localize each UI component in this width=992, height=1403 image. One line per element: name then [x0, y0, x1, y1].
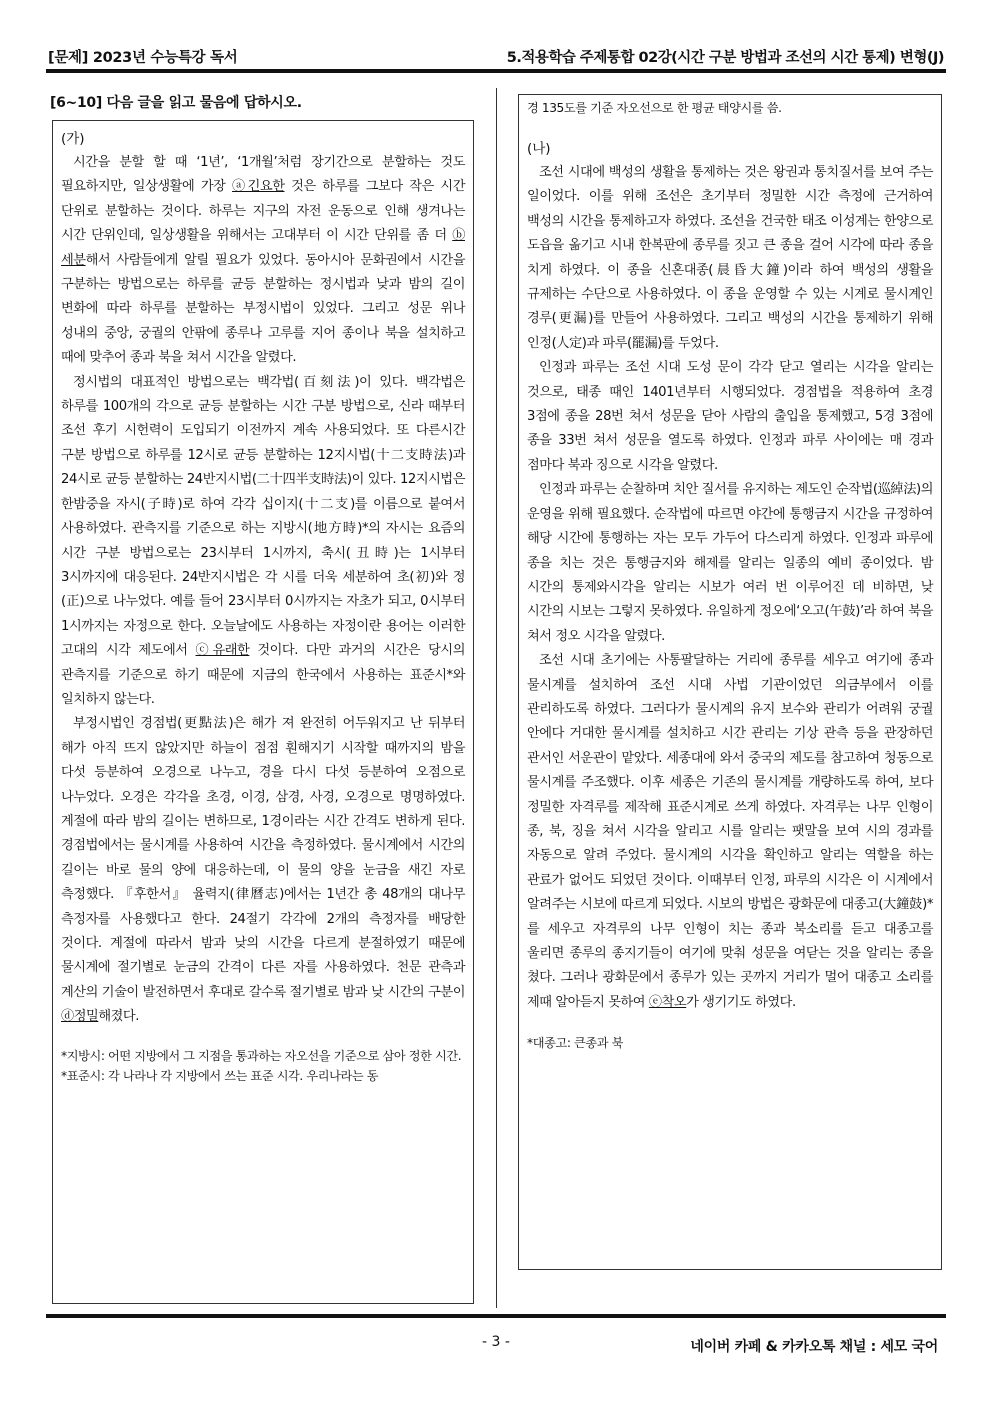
- footer-rule: [46, 1314, 946, 1318]
- question-heading: [6~10] 다음 글을 읽고 물음에 답하시오.: [50, 95, 302, 111]
- footnote-standard-time: *표준시: 각 나라나 각 지방에서 쓰는 표준 시각. 우리나라는 동: [61, 1068, 379, 1083]
- passage-ga-paragraph-3: [61, 712, 465, 1029]
- passage-ga-box: [52, 120, 474, 1304]
- text-segment: 시간을 분할 할 때 ‘1년’, ‘1개월’처럼 장기간으로 분할하는 것도 필요하지만, 일상생활에 가장: [61, 155, 465, 195]
- text-segment: 부정시법인 경점법(更點法)은 해가 져 완전히 어두워지고 난 뒤부터 해가 아직 뜨지 않았지만 하늘이 점점 훤해지기 시작할 때까지의 밤을 다섯 등분하여 오경으로 나누고, 경을 다시 다섯 등분하여 오점으로 나누었다. 오경은 각각을 초경, 이경, 삼경, 사경, 오경으로 명명하였다. 계절에 따라 밤의 길이는 변하므로, 1경이라는 시간 간격도 변하게 된다. 경점법에서는 물시계를 사용하여 시간을 측정하였다. 물시계에서 시간의 길이는 바로 물의 양에 대응하는데, 이 물의 양을 눈금을 새긴 자로 측정했다. 『후한서』 율력지(律曆志)에서는 1년간 총 48개의 대나무 측정자를 사용했다고 한다. 24절기 각각에 2개의 측정자를 배당한 것이다. 계절에 따라서 밤과 낮의 시간을 다르게 분절하였기 때문에 물시계에 절기별로 눈금의 간격이 다른 자를 사용하였다. 천문 관측과 계산의 기술이 발전하면서 후대로 갈수록 절기별로 밤과 낮 시간의 구분이: [61, 716, 465, 1000]
- footnote-daejonggo: *대종고: 큰종과 북: [527, 1036, 623, 1051]
- text-segment: 것은 하루를 그보다 작은 시간 단위로 분할하는 것이다. 하루는 지구의 자전 운동으로 인해 생겨나는 시간 단위인데, 일상생활을 위해서는 고대부터 이 시간 단위를 좀 더: [61, 179, 465, 244]
- passage-label-ga: (가): [61, 131, 85, 147]
- passage-ga-paragraph-2: [61, 371, 465, 713]
- text-segment: 해서 사람들에게 알릴 필요가 있었다. 동아시아 문화권에서 시간을 구분하는 방법으로는 하루를 균등 분할하는 정시법과 낮과 밤의 길이 변화에 따라 하루를 분할하는 부정시법이 있었다. 그리고 성문 위나 성내의 중앙, 궁궐의 안팎에 종루나 고루를 지어 종이나 북을 설치하고 때에 맞추어 종과 북을 쳐서 시간을 알렸다.: [61, 252, 465, 366]
- passage-na-paragraph-3: 인정과 파루는 순찰하며 치안 질서를 유지하는 제도인 순작법(巡綽法)의 운영을 위해 필요했다. 순작법에 따르면 야간에 통행금지 시간을 규정하여 해당 시간에 통행하는 자는 모두 가두어 다스리게 하였다. 인정과 파루에 종을 치는 것은 통행금지와 해제를 알리는 일종의 예비 종이었다. 밤 시간의 통제와시각을 알리는 시보가 여러 번 이루어진 데 비하면, 낮 시간의 시보는 그렇지 못하였다. 유일하게 정오에‘오고(午鼓)’라 하여 북을 쳐서 정오 시각을 알렸다.: [527, 482, 933, 644]
- text-segment: 정시법의 대표적인 방법으로는 백각법(百刻法)이 있다. 백각법은 하루를 100개의 각으로 균등 분할하는 시간 구분 방법으로, 신라 때부터 조선 후기 시헌력이 도입되기 이전까지 계속 사용되었다. 또 다른시간 구분 방법으로 하루를 12시로 균등 분할하는 12지시법(十二支時法)과 24시로 균등 분할하는 24반지시법(二十四半支時法)이 있다. 12지시법은 한밤중을 자시(子時)로 하여 각각 십이지(十二支)를 이름으로 붙여서 사용하였다. 관측지를 기준으로 하는 지방시(地方時)*의 자시는 요즘의 시간 구분 방법으로는 23시부터 1시까지, 축시(丑時)는 1시부터 3시까지에 대응된다. 24반지시법은 각 시를 더욱 세분하여 초(初)와 정(正)으로 나누었다. 예를 들어 23시부터 0시까지는 자초가 되고, 0시부터 1시까지는 자정으로 한다. 오늘날에도 사용하는 자정이란 용어는 이러한 고대의 시각 제도에서: [61, 374, 465, 659]
- column-divider: [496, 88, 497, 1308]
- text-segment: 가 생기기도 하였다.: [686, 994, 796, 1010]
- passage-na-box: [518, 94, 942, 1270]
- text-segment: 조선 시대 초기에는 사통팔달하는 거리에 종루를 세우고 여기에 종과 물시계를 설치하여 조선 시대 사법 기관이었던 의금부에서 이를 관리하도록 하였다. 그러다가 물시계의 유지 보수와 관리가 어려워 궁궐 안에다 거대한 물시계를 설치하고 시간 관리는 기상 관측 등을 관장하던 관서인 서운관이 맡았다. 세종대에 와서 중국의 제도를 참고하여 청동으로 물시계를 주조했다. 이후 세종은 기존의 물시계를 개량하도록 하여, 보다 정밀한 자격루를 제작해 표준시계로 쓰게 하였다. 자격루는 나무 인형이 종, 북, 징을 쳐서 시각을 알리고 시를 알리는 팻말을 보여 시의 경과를 자동으로 알려 주었다. 물시계의 시각을 확인하고 알리는 역할을 하는 관료가 없어도 되었던 것이다. 이때부터 인정, 파루의 시각은 이 시계에서 알려주는 시보에 따르게 되었다. 시보의 방법은 광화문에 대종고(大鐘鼓)*를 세우고 자격루의 나무 인형이 치는 종과 북소리를 듣고 대종고를 울리면 종루의 종지기들이 여기에 맞춰 성문을 여닫는 것을 알리는 종을 쳤다. 그러나 광화문에서 종루가 있는 곳까지 거리가 멀어 대종고 소리를 제때 알아듣지 못하여: [527, 653, 933, 1010]
- passage-na-paragraph-1: 조선 시대에 백성의 생활을 통제하는 것은 왕권과 통치질서를 보여 주는 일이었다. 이를 위해 조선은 초기부터 정밀한 시간 측정에 근거하여 백성의 시간을 통제하고자 하였다. 조선을 건국한 태조 이성계는 한양으로 도읍을 옮기고 시내 한복판에 종루를 짓고 큰 종을 걸어 시각에 따라 종을 치게 하였다. 이 종을 신혼대종(晨昏大鐘)이라 하여 백성의 생활을 규제하는 수단으로 사용하였다. 이 종을 운영할 수 있는 시계로 물시계인 경루(更漏)를 만들어 사용하였다. 그리고 백성의 시간을 통제하기 위해 인정(人定)과 파루(罷漏)를 두었다.: [527, 165, 933, 351]
- underlined-word-b: ⓑ세분: [61, 228, 465, 268]
- footer-brand: 네이버 카페 & 카카오톡 채널 : 세모 국어: [690, 1339, 938, 1355]
- underlined-word-a: ⓐ긴요한: [232, 179, 285, 195]
- passage-ga-paragraph-1: [61, 151, 465, 371]
- page-number: - 3 -: [482, 1334, 510, 1350]
- header-title-left: [문제] 2023년 수능특강 독서: [48, 50, 238, 66]
- footnote-continuation: 경 135도를 기준 자오선으로 한 평균 태양시를 씀.: [527, 101, 782, 115]
- header-rule: [46, 69, 946, 73]
- passage-na-paragraph-2: 인정과 파루는 조선 시대 도성 문이 각각 닫고 열리는 시각을 알리는 것으로, 태종 때인 1401년부터 시행되었다. 경점법을 적용하여 초경 3점에 종을 28번 쳐서 성문을 닫아 사람의 출입을 통제했고, 5경 3점에 종을 33번 쳐서 성문을 열도록 하였다. 인정과 파루 사이에는 매 경과 점마다 북과 징으로 시각을 알렸다.: [527, 360, 933, 473]
- underlined-word-e: ⓔ착오: [648, 994, 687, 1010]
- passage-label-na: (나): [527, 141, 551, 157]
- passage-na-paragraph-4: [527, 649, 933, 1015]
- footnote-local-time: *지방시: 어떤 지방에서 그 지점을 통과하는 자오선을 기준으로 삼아 정한 시간.: [61, 1048, 462, 1063]
- text-segment: 해졌다.: [98, 1009, 139, 1025]
- header-title-right: 5.적용학습 주제통합 02강(시간 구분 방법과 조선의 시간 통제) 변형(J): [506, 50, 944, 66]
- text-segment: 것이다. 다만 과거의 시간은 당시의 관측지를 기준으로 하기 때문에 지금의 한국에서 사용하는 표준시*와 일치하지 않는다.: [61, 643, 466, 707]
- underlined-word-c: ⓒ유래한: [195, 643, 250, 659]
- underlined-word-d: ⓓ정밀: [61, 1009, 99, 1025]
